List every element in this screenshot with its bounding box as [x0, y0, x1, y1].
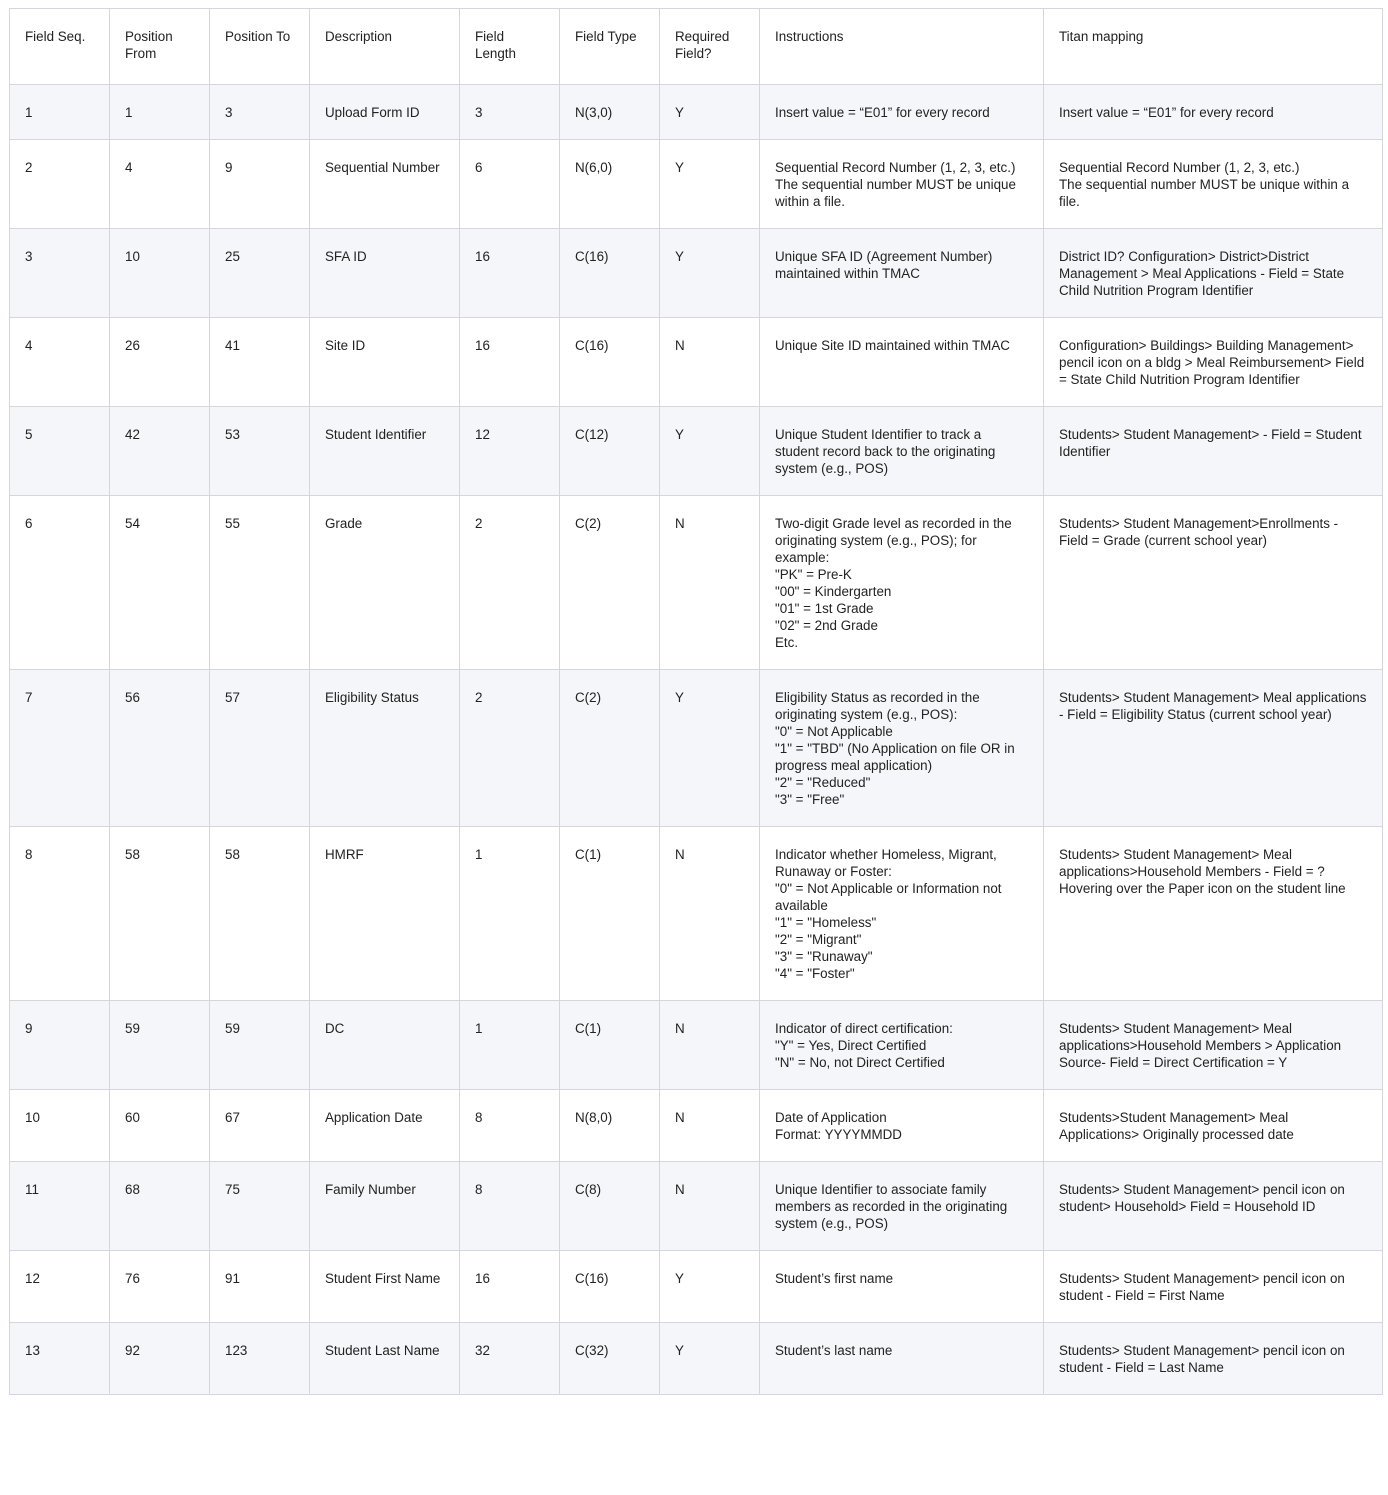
- cell-instructions: Unique Identifier to associate family members as recorded in the originating system (e.g., POS): [760, 1162, 1044, 1251]
- cell-position-from: 1: [110, 85, 210, 140]
- cell-titan-mapping: District ID? Configuration> District>District Management > Meal Applications - Field = State Child Nutrition Program Identifier: [1044, 229, 1383, 318]
- cell-required-field: N: [660, 1090, 760, 1162]
- cell-field-length: 16: [460, 318, 560, 407]
- table-row: [10, 1090, 1383, 1162]
- cell-position-from: 42: [110, 407, 210, 496]
- cell-position-from: 60: [110, 1090, 210, 1162]
- cell-titan-mapping: Students> Student Management> Meal applications>Household Members > Application Source- Field = Direct Certification = Y: [1044, 1001, 1383, 1090]
- cell-description: Grade: [310, 496, 460, 670]
- cell-instructions: Date of Application Format: YYYYMMDD: [760, 1090, 1044, 1162]
- table-row: [10, 407, 1383, 496]
- cell-field-length: 16: [460, 1251, 560, 1323]
- cell-titan-mapping: Students> Student Management> Meal applications - Field = Eligibility Status (current school year): [1044, 670, 1383, 827]
- column-header-titan-mapping: Titan mapping: [1044, 9, 1383, 85]
- cell-field-seq: 1: [10, 85, 110, 140]
- cell-field-type: C(2): [560, 670, 660, 827]
- cell-instructions: Indicator whether Homeless, Migrant, Runaway or Foster: "0" = Not Applicable or Information not available "1" = "Homeless" "2" = "Migrant" "3" = "Runaway" "4" = "Foster": [760, 827, 1044, 1001]
- column-header-instructions: Instructions: [760, 9, 1044, 85]
- cell-field-seq: 11: [10, 1162, 110, 1251]
- cell-titan-mapping: Students> Student Management> pencil icon on student - Field = Last Name: [1044, 1323, 1383, 1395]
- cell-titan-mapping: Sequential Record Number (1, 2, 3, etc.) The sequential number MUST be unique within a file.: [1044, 140, 1383, 229]
- cell-required-field: Y: [660, 85, 760, 140]
- cell-field-length: 8: [460, 1090, 560, 1162]
- cell-required-field: N: [660, 827, 760, 1001]
- cell-instructions: Unique Student Identifier to track a student record back to the originating system (e.g., POS): [760, 407, 1044, 496]
- cell-description: Sequential Number: [310, 140, 460, 229]
- cell-instructions: Student’s first name: [760, 1251, 1044, 1323]
- column-header-required-field: Required Field?: [660, 9, 760, 85]
- cell-field-seq: 9: [10, 1001, 110, 1090]
- cell-instructions: Two-digit Grade level as recorded in the originating system (e.g., POS); for example: "PK" = Pre-K "00" = Kindergarten "01" = 1st Grade "02" = 2nd Grade Etc.: [760, 496, 1044, 670]
- cell-field-type: N(3,0): [560, 85, 660, 140]
- cell-titan-mapping: Students> Student Management>Enrollments - Field = Grade (current school year): [1044, 496, 1383, 670]
- cell-instructions: Student’s last name: [760, 1323, 1044, 1395]
- cell-position-from: 4: [110, 140, 210, 229]
- cell-field-seq: 4: [10, 318, 110, 407]
- cell-description: SFA ID: [310, 229, 460, 318]
- cell-titan-mapping: Insert value = “E01” for every record: [1044, 85, 1383, 140]
- cell-position-to: 3: [210, 85, 310, 140]
- table-row: [10, 85, 1383, 140]
- table-row: [10, 1162, 1383, 1251]
- table-row: [10, 1251, 1383, 1323]
- column-header-position-from: Position From: [110, 9, 210, 85]
- cell-instructions: Sequential Record Number (1, 2, 3, etc.) The sequential number MUST be unique within a file.: [760, 140, 1044, 229]
- cell-position-from: 56: [110, 670, 210, 827]
- cell-field-length: 2: [460, 670, 560, 827]
- cell-field-seq: 3: [10, 229, 110, 318]
- cell-description: HMRF: [310, 827, 460, 1001]
- column-header-field-length: Field Length: [460, 9, 560, 85]
- cell-field-type: C(1): [560, 827, 660, 1001]
- field-spec-table: [9, 8, 1383, 1395]
- cell-position-to: 55: [210, 496, 310, 670]
- cell-field-length: 2: [460, 496, 560, 670]
- column-header-description: Description: [310, 9, 460, 85]
- cell-position-to: 41: [210, 318, 310, 407]
- cell-position-from: 54: [110, 496, 210, 670]
- cell-titan-mapping: Students>Student Management> Meal Applications> Originally processed date: [1044, 1090, 1383, 1162]
- column-header-position-to: Position To: [210, 9, 310, 85]
- cell-field-type: C(2): [560, 496, 660, 670]
- cell-field-length: 3: [460, 85, 560, 140]
- table-body: [10, 85, 1383, 1395]
- cell-titan-mapping: Students> Student Management> pencil icon on student> Household> Field = Household ID: [1044, 1162, 1383, 1251]
- table-row: [10, 140, 1383, 229]
- cell-titan-mapping: Students> Student Management> Meal applications>Household Members - Field = ? Hovering over the Paper icon on the student line: [1044, 827, 1383, 1001]
- field-spec-table-container: [9, 8, 1382, 1395]
- table-row: [10, 318, 1383, 407]
- cell-field-length: 12: [460, 407, 560, 496]
- cell-description: Application Date: [310, 1090, 460, 1162]
- cell-position-to: 9: [210, 140, 310, 229]
- column-header-field-type: Field Type: [560, 9, 660, 85]
- cell-field-seq: 12: [10, 1251, 110, 1323]
- cell-description: Student Last Name: [310, 1323, 460, 1395]
- cell-position-to: 75: [210, 1162, 310, 1251]
- table-row: [10, 229, 1383, 318]
- cell-field-type: C(16): [560, 318, 660, 407]
- cell-field-length: 1: [460, 1001, 560, 1090]
- cell-required-field: Y: [660, 140, 760, 229]
- cell-required-field: Y: [660, 670, 760, 827]
- cell-titan-mapping: Students> Student Management> pencil icon on student - Field = First Name: [1044, 1251, 1383, 1323]
- cell-field-type: C(8): [560, 1162, 660, 1251]
- cell-required-field: N: [660, 318, 760, 407]
- cell-position-from: 68: [110, 1162, 210, 1251]
- cell-field-seq: 10: [10, 1090, 110, 1162]
- cell-position-to: 25: [210, 229, 310, 318]
- cell-field-seq: 5: [10, 407, 110, 496]
- cell-required-field: N: [660, 496, 760, 670]
- cell-description: Student First Name: [310, 1251, 460, 1323]
- column-header-field-seq: Field Seq.: [10, 9, 110, 85]
- cell-position-from: 76: [110, 1251, 210, 1323]
- cell-field-length: 16: [460, 229, 560, 318]
- table-row: [10, 827, 1383, 1001]
- cell-position-to: 57: [210, 670, 310, 827]
- cell-required-field: N: [660, 1001, 760, 1090]
- table-row: [10, 496, 1383, 670]
- cell-field-seq: 8: [10, 827, 110, 1001]
- cell-titan-mapping: Configuration> Buildings> Building Management> pencil icon on a bldg > Meal Reimbursement> Field = State Child Nutrition Program Identifier: [1044, 318, 1383, 407]
- cell-description: Site ID: [310, 318, 460, 407]
- header-row: [10, 9, 1383, 85]
- cell-description: Upload Form ID: [310, 85, 460, 140]
- cell-field-type: C(12): [560, 407, 660, 496]
- cell-instructions: Unique SFA ID (Agreement Number) maintained within TMAC: [760, 229, 1044, 318]
- cell-field-type: C(32): [560, 1323, 660, 1395]
- cell-field-seq: 6: [10, 496, 110, 670]
- cell-instructions: Insert value = “E01” for every record: [760, 85, 1044, 140]
- cell-position-to: 59: [210, 1001, 310, 1090]
- cell-field-type: C(16): [560, 229, 660, 318]
- cell-instructions: Unique Site ID maintained within TMAC: [760, 318, 1044, 407]
- cell-field-length: 6: [460, 140, 560, 229]
- table-row: [10, 670, 1383, 827]
- cell-position-to: 67: [210, 1090, 310, 1162]
- cell-position-from: 26: [110, 318, 210, 407]
- cell-instructions: Eligibility Status as recorded in the originating system (e.g., POS): "0" = Not Applicable "1" = "TBD" (No Application on file OR in progress meal application) "2" = "Reduced" "3" = "Free": [760, 670, 1044, 827]
- cell-required-field: Y: [660, 407, 760, 496]
- cell-position-from: 58: [110, 827, 210, 1001]
- cell-field-type: N(6,0): [560, 140, 660, 229]
- cell-position-from: 59: [110, 1001, 210, 1090]
- table-header: [10, 9, 1383, 85]
- table-row: [10, 1001, 1383, 1090]
- cell-description: Family Number: [310, 1162, 460, 1251]
- cell-required-field: Y: [660, 1251, 760, 1323]
- cell-position-to: 123: [210, 1323, 310, 1395]
- cell-instructions: Indicator of direct certification: "Y" = Yes, Direct Certified "N" = No, not Direct Certified: [760, 1001, 1044, 1090]
- cell-position-to: 53: [210, 407, 310, 496]
- cell-field-seq: 2: [10, 140, 110, 229]
- cell-field-seq: 13: [10, 1323, 110, 1395]
- table-row: [10, 1323, 1383, 1395]
- cell-field-type: N(8,0): [560, 1090, 660, 1162]
- cell-position-to: 58: [210, 827, 310, 1001]
- cell-field-seq: 7: [10, 670, 110, 827]
- cell-required-field: N: [660, 1162, 760, 1251]
- cell-position-to: 91: [210, 1251, 310, 1323]
- cell-position-from: 92: [110, 1323, 210, 1395]
- cell-description: DC: [310, 1001, 460, 1090]
- cell-position-from: 10: [110, 229, 210, 318]
- cell-description: Eligibility Status: [310, 670, 460, 827]
- cell-required-field: Y: [660, 229, 760, 318]
- cell-field-type: C(1): [560, 1001, 660, 1090]
- cell-field-length: 1: [460, 827, 560, 1001]
- cell-field-type: C(16): [560, 1251, 660, 1323]
- cell-required-field: Y: [660, 1323, 760, 1395]
- cell-field-length: 8: [460, 1162, 560, 1251]
- cell-titan-mapping: Students> Student Management> - Field = Student Identifier: [1044, 407, 1383, 496]
- cell-field-length: 32: [460, 1323, 560, 1395]
- cell-description: Student Identifier: [310, 407, 460, 496]
